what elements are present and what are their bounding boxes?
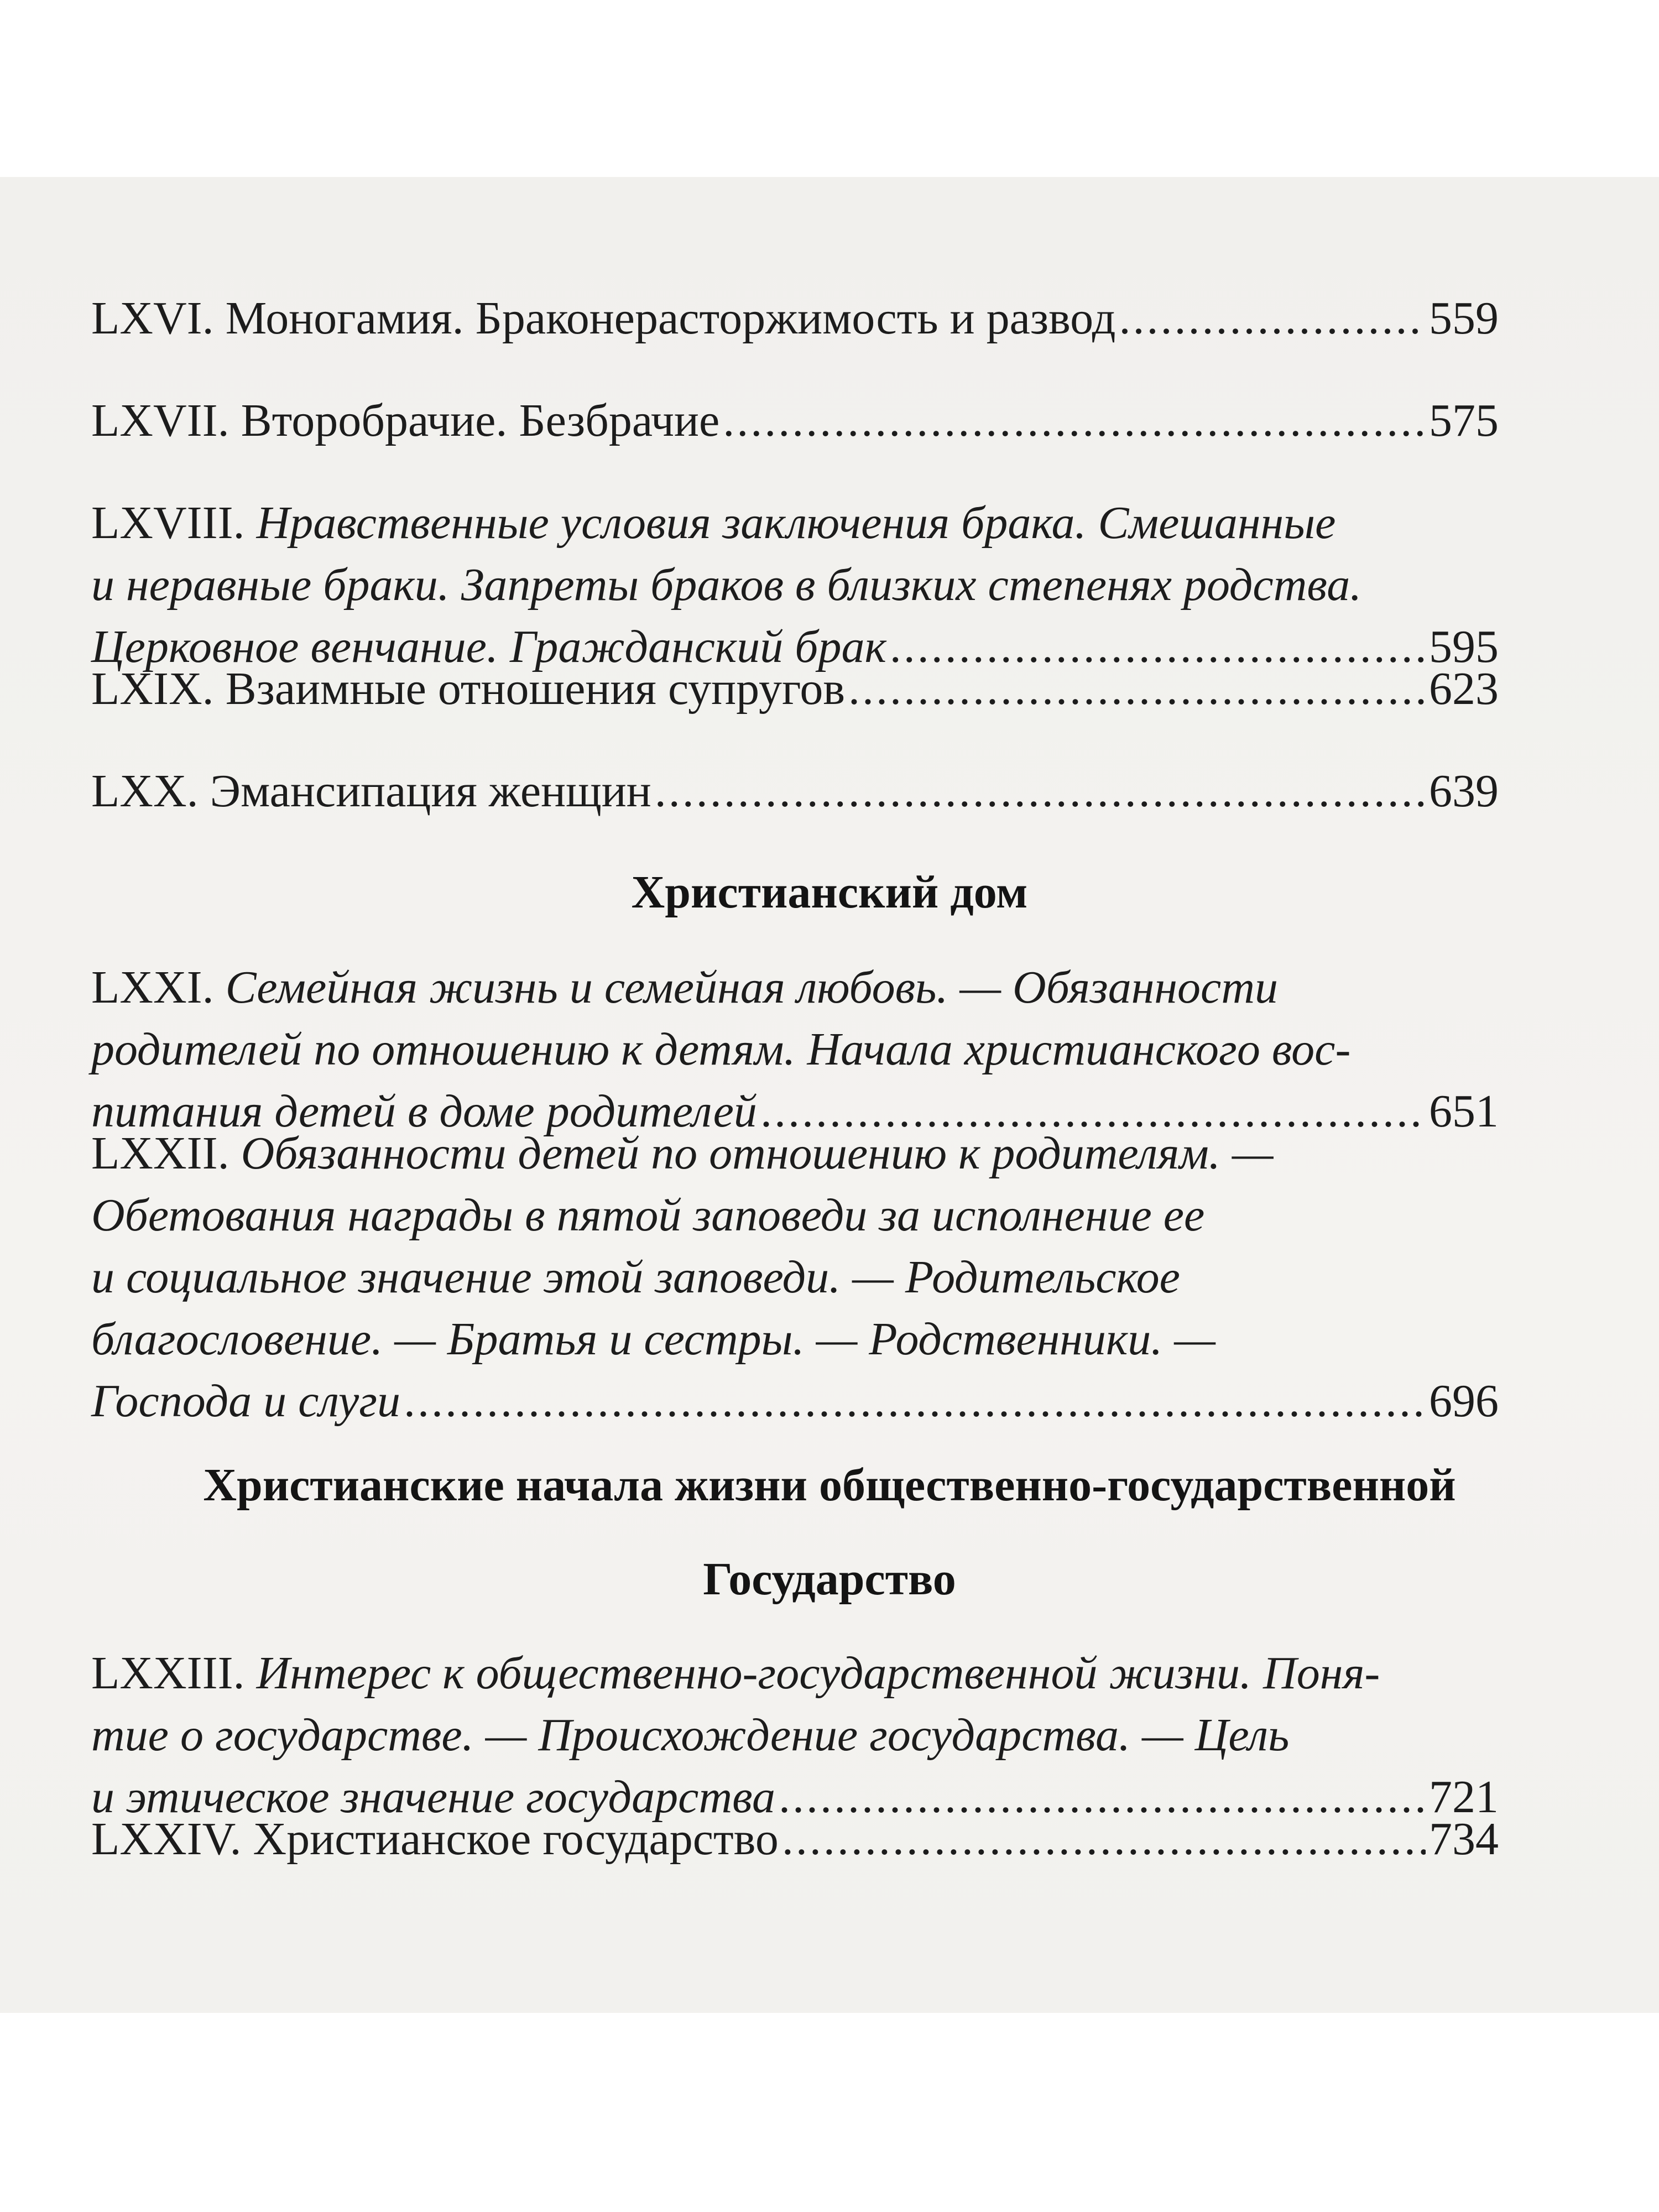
toc-entry-lxvii[interactable] xyxy=(91,390,1499,452)
dot-leader xyxy=(655,760,1426,822)
entry-number: LXX. xyxy=(91,765,199,817)
entry-title-line-3: и социальное значение этой заповеди. — Родительское xyxy=(91,1251,1180,1303)
entry-number: LXXIII. xyxy=(91,1647,245,1699)
section-heading-home: Христианский дом xyxy=(631,867,1028,918)
toc-entry-lxviii[interactable] xyxy=(91,492,1499,678)
toc-entry-lxx[interactable] xyxy=(91,760,1499,822)
page-number: 734 xyxy=(1429,1813,1499,1865)
bottom-margin xyxy=(0,2013,1659,2212)
entry-title: Взаимные отношения супругов xyxy=(225,663,845,714)
entry-title-line-1: Семейная жизнь и семейная любовь. — Обязанности xyxy=(225,962,1278,1013)
page-number: 595 xyxy=(1429,621,1499,672)
entry-title: Моногамия. Браконерасторжимость и развод xyxy=(225,293,1116,344)
toc-entry-lxix[interactable] xyxy=(91,658,1499,720)
entry-number: LXVII. xyxy=(91,395,229,446)
page-number: 623 xyxy=(1429,663,1499,714)
entry-number: LXIX. xyxy=(91,663,214,714)
page-number: 575 xyxy=(1429,395,1499,446)
entry-title-line-2: и неравные браки. Запреты браков в близких степенях родства. xyxy=(91,559,1362,611)
entry-title-line-3: Церковное венчание. Гражданский брак xyxy=(91,621,886,672)
entry-title-line-3: и этическое значение государства xyxy=(91,1771,775,1823)
entry-title: Эмансипация женщин xyxy=(210,765,651,817)
dot-leader xyxy=(782,1808,1426,1870)
entry-title-line-1: Интерес к общественно-государственной жизни. Поня- xyxy=(256,1647,1380,1699)
entry-title-line-5: Господа и слуги xyxy=(91,1375,400,1427)
dot-leader xyxy=(404,1370,1426,1432)
entry-title-line-4: благословение. — Братья и сестры. — Родственники. — xyxy=(91,1313,1215,1365)
entry-title-line-2: Обетования награды в пятой заповеди за исполнение ее xyxy=(91,1190,1205,1241)
page-number: 639 xyxy=(1429,765,1499,817)
page-number: 721 xyxy=(1429,1771,1499,1823)
entry-number: LXXIV. xyxy=(91,1813,242,1865)
entry-number: LXVIII. xyxy=(91,497,245,549)
entry-number: LXXI. xyxy=(91,962,214,1013)
top-margin xyxy=(0,0,1659,177)
toc-page xyxy=(0,177,1659,2013)
page-number: 696 xyxy=(1429,1375,1499,1427)
toc-entry-lxxi[interactable] xyxy=(91,957,1499,1142)
entry-title-line-3: питания детей в доме родителей xyxy=(91,1086,757,1137)
entry-title: Второбрачие. Безбрачие xyxy=(241,395,720,446)
section-heading-state: Государство xyxy=(703,1553,956,1605)
entry-number: LXVI. xyxy=(91,293,214,344)
toc-entry-lxxii[interactable] xyxy=(91,1123,1499,1432)
page-number: 559 xyxy=(1429,293,1499,344)
entry-title-line-1: Обязанности детей по отношению к родителям. — xyxy=(241,1128,1274,1179)
dot-leader xyxy=(723,390,1426,452)
entry-title-line-1: Нравственные условия заключения брака. Смешанные xyxy=(256,497,1336,549)
dot-leader xyxy=(1119,288,1426,349)
entry-title-line-2: родителей по отношению к детям. Начала христианского вос- xyxy=(91,1024,1351,1075)
toc-entry-lxvi[interactable] xyxy=(91,288,1499,349)
page-number: 651 xyxy=(1429,1086,1499,1137)
section-heading-social: Христианские начала жизни общественно-государственной xyxy=(203,1459,1456,1511)
entry-title-line-2: тие о государстве. — Происхождение государства. — Цель xyxy=(91,1709,1290,1761)
entry-number: LXXII. xyxy=(91,1128,229,1179)
toc-entry-lxxiii[interactable] xyxy=(91,1642,1499,1828)
toc-entry-lxxiv[interactable] xyxy=(91,1808,1499,1870)
entry-title: Христианское государство xyxy=(253,1813,779,1865)
dot-leader xyxy=(848,658,1426,720)
